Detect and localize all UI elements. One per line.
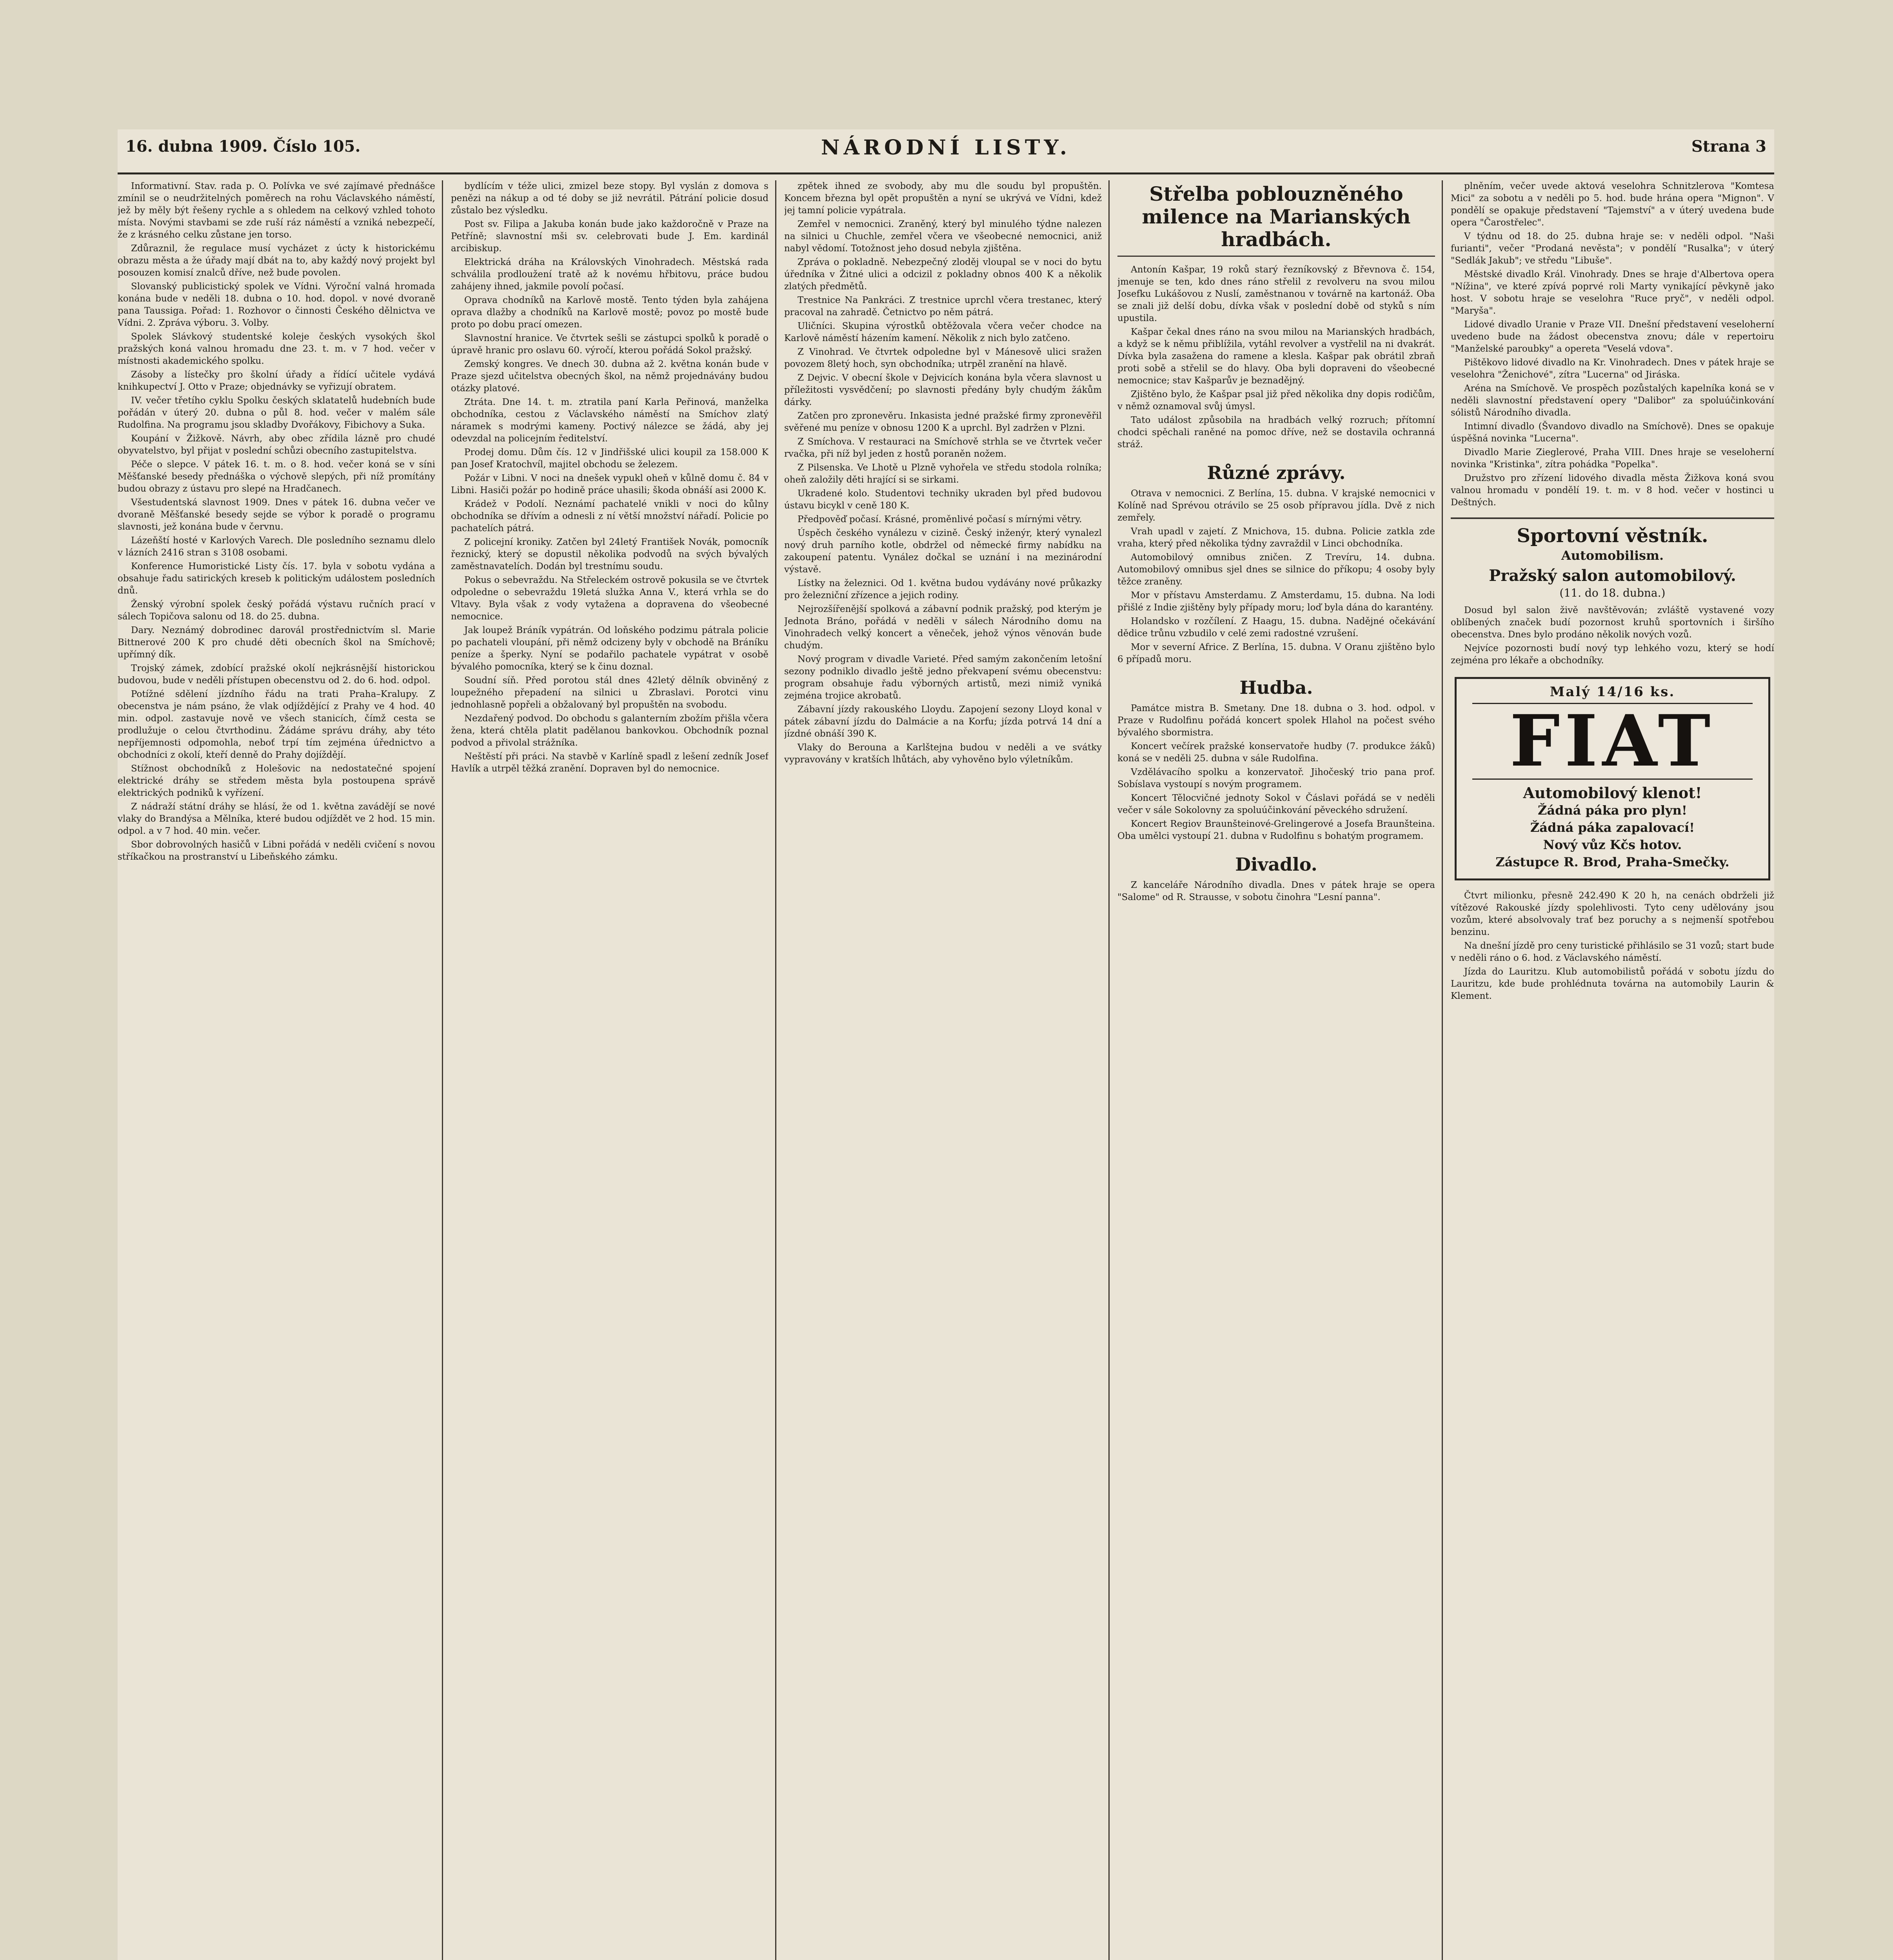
article-paragraph: Památce mistra B. Smetany. Dne 18. dubna o 3. hod. odpol. v Praze v Rudolfinu pořádá koncert spolek Hlahol na počest svého bývalého sbormistra. [1117, 703, 1435, 738]
article-paragraph: Stížnost obchodníků z Holešovic na nedostatečné spojení elektrické dráhy se středem města byla postoupena správě elektrických podniků k vyřízení. [118, 764, 435, 798]
article-paragraph: Zemský kongres. Ve dnech 30. dubna až 2. května konán bude v Praze sjezd učitelstva obecných škol, na němž projednávány budou otázky platové. [451, 359, 768, 394]
article-paragraph: Holandsko v rozčílení. Z Haagu, 15. dubna. Nadějné očekávání dědice trůnu vzbudilo v celé zemi radostné vzrušení. [1117, 616, 1435, 639]
newspaper-title: NÁRODNÍ LISTY. [821, 136, 1071, 160]
sport-article-dates: (11. do 18. dubna.) [1559, 586, 1666, 599]
newspaper-page [118, 129, 1774, 1960]
article-paragraph: Slavnostní hranice. Ve čtvrtek sešli se zástupci spolků k poradě o úpravě hranic pro oslavu 60. výročí, kterou pořádá Sokol pražský. [451, 333, 768, 356]
column-5 [1451, 180, 1774, 1960]
article-paragraph: Jízda do Lauritzu. Klub automobilistů pořádá v sobotu jízdu do Lauritzu, kde bude prohlédnuta továrna na automobily Laurin & Klement. [1451, 967, 1774, 1001]
article-paragraph: Aréna na Smíchově. Ve prospěch pozůstalých kapelníka koná se v neděli slavnostní představení opery "Dalibor" za spoluúčinkování sólistů Národního divadla. [1451, 383, 1774, 418]
article-paragraph: Sbor dobrovolných hasičů v Libni pořádá v neděli cvičení s novou stříkačkou na prostranství u Libeňského zámku. [118, 840, 435, 862]
article-paragraph: Trojský zámek, zdobící pražské okolí nejkrásnější historickou budovou, bude v neděli přístupen obecenstvu od 2. do 6. hod. odpol. [118, 663, 435, 686]
article-paragraph: Z Dejvic. V obecní škole v Dejvicích konána byla včera slavnost u příležitosti vysvědčení; po slavnosti předány byly chudým žákům dárky. [784, 373, 1102, 407]
article-paragraph: Trestnice Na Pankráci. Z trestnice uprchl včera trestanec, který pracoval na zahradě. Četnictvo po něm pátrá. [784, 295, 1102, 318]
article-paragraph: Tato událost způsobila na hradbách velký rozruch; přítomní chodci spěchali raněné na pomoc dříve, než se dostavila ochranná stráž. [1117, 415, 1435, 450]
article-paragraph: Úspěch českého vynálezu v cizině. Český inženýr, který vynalezl nový druh parního kotle, obdržel od německé firmy nabídku na zakoupení patentu. Vynález dočkal se uznání i na mezinárodní výstavě. [784, 528, 1102, 575]
section-heading-news: Různé zprávy. [1207, 462, 1346, 483]
article-paragraph: Prodej domu. Dům čís. 12 v Jindřišské ulici koupil za 158.000 K pan Josef Kratochvíl, majitel obchodu se železem. [451, 447, 768, 470]
article-paragraph: Informativní. Stav. rada p. O. Polívka ve své zajímavé přednášce zmínil se o neudržitelných poměrech na rohu Václavského náměstí, jež by měly být řešeny rychle a s ohledem na celkový vzhled tohoto místa. Novými stavbami se zde ruší ráz náměstí a vzniká nebezpečí, že z krásného celku zůstane jen torso. [118, 181, 435, 240]
article-paragraph: Ženský výrobní spolek český pořádá výstavu ručních prací v sálech Topičova salonu od 18. do 25. dubna. [118, 599, 435, 622]
article-paragraph: Automobilový omnibus zničen. Z Trevíru, 14. dubna. Automobilový omnibus sjel dnes se silnice do příkopu; 4 osoby byly těžce zraněny. [1117, 552, 1435, 587]
article-paragraph: Spolek Slávkový studentské koleje českých vysokých škol pražských koná valnou hromadu dne 23. t. m. v 7 hod. večer v místnosti akademického spolku. [118, 332, 435, 366]
article-paragraph: Jak loupež Bráník vypátrán. Od loňského podzimu pátrala policie po pachateli vloupání, při němž odcizeny byly v obchodě na Bráníku peníze a šperky. Nyní se podařilo pachatele vypátrat v osobě bývalého pomocníka, který se k činu doznal. [451, 625, 768, 672]
article-paragraph: Divadlo Marie Zieglerové, Praha VIII. Dnes hraje se veseloherní novinka "Kristinka", zítra pohádka "Popelka". [1451, 447, 1774, 470]
issue-date: 16. dubna 1909. Číslo 105. [125, 137, 361, 156]
ad-feature: Žádná páka pro plyn! [1538, 803, 1687, 818]
article-paragraph: Nový program v divadle Varieté. Před samým zakončením letošní sezony podniklo divadlo ještě jedno překvapení svému obecenstvu: program obsahuje řadu výborných artistů, mezi nimiž vyniká zejména trojice akrobatů. [784, 654, 1102, 701]
ad-slogan: Automobilový klenot! [1523, 784, 1702, 802]
article-paragraph: Antonín Kašpar, 19 roků starý řezníkovský z Břevnova č. 154, jmenuje se ten, kdo dnes ráno střelil z revolveru na svou milou Josefku Lukášovou z Nuslí, zaměstnanou v továrně na kartonáž. Oba se znali již delší dobu, dívka však v poslední době od styků s ním upustila. [1117, 265, 1435, 323]
article-paragraph: Nejrozšířenější spolková a zábavní podnik pražský, pod kterým je Jednota Bráno, pořádá v neděli v sálech Národního domu na Vinohradech velký koncert a věneček, jehož výnos věnován bude chudým. [784, 604, 1102, 651]
article-paragraph: Krádež v Podolí. Neznámí pachatelé vnikli v noci do kůlny obchodníka se dřívím a odnesli z ní větší množství nářadí. Policie po pachatelích pátrá. [451, 499, 768, 534]
article-paragraph: Z policejní kroniky. Zatčen byl 24letý František Novák, pomocník řeznický, který se dopustil několika podvodů na svých bývalých zaměstnavatelích. Dodán byl trestnímu soudu. [451, 537, 768, 572]
article-paragraph: Potížné sdělení jízdního řádu na trati Praha–Kralupy. Z obecenstva je nám psáno, že vlak odjíždějící z Prahy ve 4 hod. 40 min. odpol. zastavuje nově ve všech stanicích, čímž cesta se prodlužuje o celou čtvrthodinu. Žádáme správu dráhy, aby této nepříjemnosti odpomohla, neboť trpí tím zejména úřednictvo a obchodníci z okolí, kteří denně do Prahy dojíždějí. [118, 689, 435, 760]
article-paragraph: Z Pilsenska. Ve Lhotě u Plzně vyhořela ve středu stodola rolníka; oheň založily děti hrající si se sirkami. [784, 463, 1102, 485]
ad-model: Malý 14/16 ks. [1550, 684, 1675, 700]
article-paragraph: Kašpar čekal dnes ráno na svou milou na Marianských hradbách, a když se k němu přiblížila, vytáhl revolver a vystřelil na ni dvakrát. Dívka byla zasažena do ramene a klesla. Kašpar pak obrátil zbraň proti sobě a střelil se do hlavy. Oba byli dopraveni do všeobecné nemocnice; stav Kašparův je beznadějný. [1117, 327, 1435, 386]
section-heading-theatre: Divadlo. [1235, 854, 1317, 875]
ad-agent: Zástupce R. Brod, Praha-Smečky. [1495, 855, 1729, 869]
article-paragraph: Městské divadlo Král. Vinohrady. Dnes se hraje d'Albertova opera "Nížina", ve které zpívá poprvé roli Marty vynikající pěvkyně jako host. V sobotu hraje se veselohra "Ruce pryč", v neděli odpol. "Maryša". [1451, 269, 1774, 316]
article-paragraph: Neštěstí při práci. Na stavbě v Karlíně spadl z lešení zedník Josef Havlík a utrpěl těžká zranění. Dopraven byl do nemocnice. [451, 751, 768, 774]
article-paragraph: Soudní síň. Před porotou stál dnes 42letý dělník obviněný z loupežného přepadení na silnici u Zbraslavi. Porotci vinu jednohlasně popřeli a obžalovaný byl propuštěn na svobodu. [451, 675, 768, 710]
article-paragraph: Zpráva o pokladně. Nebezpečný zloděj vloupal se v noci do bytu úředníka v Žitné ulici a odcizil z pokladny obnos 400 K a několik zlatých předmětů. [784, 257, 1102, 292]
ad-feature: Nový vůz Kčs hotov. [1543, 837, 1682, 852]
ad-feature: Žádná páka zapalovací! [1530, 820, 1695, 835]
article-paragraph: Lázeňští hosté v Karlových Varech. Dle posledního seznamu dlelo v lázních 2416 stran s 3108 osobami. [118, 535, 435, 558]
article-paragraph: Zdůraznil, že regulace musí vycházet z úcty k historickému obrazu města a že úřady mají dbát na to, aby každý nový projekt byl posouzen komisí znalců dříve, než bude povolen. [118, 243, 435, 278]
article-paragraph: Dosud byl salon živě navštěvován; zvláště vystavené vozy oblíbených značek budí pozornost kruhů sportovních i širšího obecenstva. Dnes bylo prodáno několik nových vozů. [1451, 605, 1774, 640]
article-paragraph: Na dnešní jízdě pro ceny turistické přihlásilo se 31 vozů; start bude v neděli ráno o 6. hod. z Václavského náměstí. [1451, 941, 1774, 963]
article-paragraph: Zjištěno bylo, že Kašpar psal již před několika dny dopis rodičům, v němž oznamoval svůj úmysl. [1117, 389, 1435, 412]
article-paragraph: Elektrická dráha na Královských Vinohradech. Městská rada schválila prodloužení tratě až k novému hřbitovu, práce budou zahájeny ihned, jakmile povolí počasí. [451, 257, 768, 292]
column-4 [1117, 180, 1435, 1960]
fiat-logo: FIAT [1472, 703, 1753, 780]
article-paragraph: Uličníci. Skupina výrostků obtěžovala včera večer chodce na Karlově náměstí házením kamení. Několik z nich bylo zatčeno. [784, 321, 1102, 343]
column-rule [1442, 180, 1443, 1960]
article-paragraph: Pokus o sebevraždu. Na Střeleckém ostrově pokusila se ve čtvrtek odpoledne o sebevraždu 19letá služka Anna V., která vrhla se do Vltavy. Byla však z vody vytažena a dopravena do všeobecné nemocnice. [451, 575, 768, 622]
article-paragraph: Mor v přístavu Amsterdamu. Z Amsterdamu, 15. dubna. Na lodi přišlé z Indie zjištěny byly případy moru; loď byla dána do karantény. [1117, 590, 1435, 613]
column-1 [118, 180, 435, 1960]
column-2 [451, 180, 768, 1960]
article-paragraph: Mor v severní Africe. Z Berlína, 15. dubna. V Oranu zjištěno bylo 6 případů moru. [1117, 642, 1435, 664]
sport-subheading: Automobilism. [1561, 548, 1664, 563]
article-paragraph: Koupání v Žižkově. Návrh, aby obec zřídila lázně pro chudé obyvatelstvo, byl přijat v poslední schůzi obecního zastupitelstva. [118, 434, 435, 456]
article-paragraph: Z Smíchova. V restauraci na Smíchově strhla se ve čtvrtek večer rvačka, při níž byl jeden z hostů poraněn nožem. [784, 437, 1102, 459]
article-paragraph: Požár v Libni. V noci na dnešek vypukl oheň v kůlně domu č. 84 v Libni. Hasiči požár po hodině práce uhasili; škoda obnáší asi 2000 K. [451, 473, 768, 495]
article-paragraph: Intimní divadlo (Švandovo divadlo na Smíchově). Dnes se opakuje úspěšná novinka "Lucerna". [1451, 421, 1774, 444]
article-paragraph: Vlaky do Berouna a Karlštejna budou v neděli a ve svátky vypravovány v kratších lhůtách, aby vyhověno bylo výletníkům. [784, 742, 1102, 765]
masthead [118, 129, 1774, 174]
article-paragraph: Lístky na železnici. Od 1. května budou vydávány nové průkazky pro železniční zřízence a jejich rodiny. [784, 578, 1102, 601]
article-paragraph: Pištěkovo lidové divadlo na Kr. Vinohradech. Dnes v pátek hraje se veselohra "Ženichové", zítra "Lucerna" od Jiráska. [1451, 358, 1774, 380]
sport-article-title: Pražský salon automobilový. [1489, 566, 1736, 585]
article-paragraph: Vzdělávacího spolku a konzervatoř. Jihočeský trio pana prof. Sobíslava vystoupí s novým programem. [1117, 767, 1435, 789]
article-paragraph: Čtvrt milionku, přesně 242.490 K 20 h, na cenách obdrželi již vítězové Rakouské jízdy spolehlivosti. Tyto ceny udělovány jsou vozům, které absolvovaly trať bez poruchy a s nejmenší spotřebou benzinu. [1451, 891, 1774, 937]
article-paragraph: Ztráta. Dne 14. t. m. ztratila paní Karla Peřinová, manželka obchodníka, cestou z Václavského náměstí na Smíchov zlatý náramek s modrými kameny. Poctivý nálezce se žádá, aby jej odevzdal na policejním ředitelství. [451, 397, 768, 444]
article-paragraph: bydlícím v téže ulici, zmizel beze stopy. Byl vyslán z domova s penězi na nákup a od té doby se již nevrátil. Pátrání policie dosud zůstalo bez výsledku. [451, 181, 768, 216]
article-paragraph: Ukradené kolo. Studentovi techniky ukraden byl před budovou ústavu bicykl v ceně 180 K. [784, 488, 1102, 511]
section-heading-music: Hudba. [1239, 677, 1313, 698]
article-paragraph: zpětek ihned ze svobody, aby mu dle soudu byl propuštěn. Koncem března byl opět propuštěn a nyní se ukrývá ve Vídni, kdež jej tamní policie vypátrala. [784, 181, 1102, 216]
article-paragraph: Zábavní jízdy rakouského Lloydu. Zapojení sezony Lloyd konal v pátek zábavní jízdu do Dalmácie a na Korfu; jízda potrvá 14 dní a jízdné obnáší 390 K. [784, 704, 1102, 739]
article-paragraph: Dary. Neznámý dobrodinec darovál prostřednictvím sl. Marie Bittnerové 200 K pro chudé děti obecních škol na Smíchově; upřímný dík. [118, 625, 435, 660]
article-paragraph: Zemřel v nemocnici. Zraněný, který byl minulého týdne nalezen na silnici u Chuchle, zemřel včera ve všeobecné nemocnici, aniž nabyl vědomí. Totožnost jeho dosud nebyla zjištěna. [784, 219, 1102, 254]
column-3 [784, 180, 1102, 1960]
article-paragraph: plněním, večer uvede aktová veselohra Schnitzlerova "Komtesa Mici" za sobotu a v neděli po 5. hod. bude hrána opera "Mignon". V pondělí se opakuje představení "Tajemství" a v úterý uvedena bude opera "Čarostřelec". [1451, 181, 1774, 228]
article-paragraph: IV. večer třetího cyklu Spolku českých sklatatelů hudebních bude pořádán v úterý 20. dubna o půl 8. hod. večer v malém sále Rudolfina. Na programu jsou skladby Dvořákovy, Fibichovy a Suka. [118, 396, 435, 430]
article-paragraph: Slovanský publicistický spolek ve Vídni. Výroční valná hromada konána bude v neděli 18. dubna o 10. hod. dopol. v nové dvoraně pana Taussiga. Pořad: 1. Rozhovor o činnosti Českého dělnictva ve Vídni. 2. Zpráva výboru. 3. Volby. [118, 281, 435, 328]
article-paragraph: Z Vinohrad. Ve čtvrtek odpoledne byl v Mánesově ulici sražen povozem 8letý hoch, syn obchodníka; utrpěl zranění na hlavě. [784, 347, 1102, 369]
article-paragraph: Z kanceláře Národního divadla. Dnes v pátek hraje se opera "Salome" od R. Strausse, v sobotu činohra "Lesní panna". [1117, 880, 1435, 902]
article-paragraph: Koncert Regiov Braunšteinové-Grelingerové a Josefa Braunšteina. Oba umělci vystoupí 21. dubna v Rudolfinu s bohatým programem. [1117, 819, 1435, 841]
article-paragraph: Vrah upadl v zajetí. Z Mnichova, 15. dubna. Policie zatkla zde vraha, který před několika týdny zavraždil v Linci obchodníka. [1117, 526, 1435, 549]
fiat-advertisement [1455, 677, 1770, 880]
article-paragraph: Z nádraží státní dráhy se hlásí, že od 1. května zavádějí se nové vlaky do Brandýsa a Mělníka, které budou odjíždět ve 2 hod. 15 min. odpol. a v 7 hod. 40 min. večer. [118, 802, 435, 836]
article-paragraph: Lidové divadlo Uranie v Praze VII. Dnešní představení veseloherní uvedeno bude na žádost obecenstva znovu; dále v repertoiru "Manželské paroubky" a opereta "Veselá vdova". [1451, 319, 1774, 354]
article-paragraph: Koncert Tělocvičné jednoty Sokol v Čáslavi pořádá se v neděli večer v sále Sokolovny za spoluúčinkování pěveckého sdružení. [1117, 793, 1435, 815]
column-rule [775, 180, 776, 1960]
article-paragraph: Koncert večírek pražské konservatoře hudby (7. produkce žáků) koná se v neděli 25. dubna v sále Rudolfina. [1117, 741, 1435, 764]
article-paragraph: Družstvo pro zřízení lidového divadla města Žižkova koná svou valnou hromadu v pondělí 19. t. m. v 8 hod. večer v hostinci u Deštných. [1451, 473, 1774, 508]
article-paragraph: Předpověď počasí. Krásné, proměnlivé počasí s mírnými větry. [798, 514, 1082, 524]
column-rule [442, 180, 443, 1960]
article-paragraph: Otrava v nemocnici. Z Berlína, 15. dubna. V krajské nemocnici v Kolíně nad Sprévou otrávilo se 25 osob přípravou jídla. Dvě z nich zemřely. [1117, 488, 1435, 523]
article-headline: Střelba poblouzněného milence na Marianských hradbách. [1117, 183, 1435, 257]
column-rule [1108, 180, 1110, 1960]
article-paragraph: Oprava chodníků na Karlově mostě. Tento týden byla zahájena oprava dlažby a chodníků na Karlově mostě; povoz po mostě bude proto po dobu prací omezen. [451, 295, 768, 330]
article-paragraph: Post sv. Filipa a Jakuba konán bude jako každoročně v Praze na Petříně; slavnostní mši sv. celebrovati bude J. Em. kardinál arcibiskup. [451, 219, 768, 254]
article-paragraph: Péče o slepce. V pátek 16. t. m. o 8. hod. večer koná se v síni Měšťanské besedy přednáška o výchově slepých, při níž promítány budou obrazy z ústavu pro slepé na Hradčanech. [118, 459, 435, 494]
article-paragraph: Všestudentská slavnost 1909. Dnes v pátek 16. dubna večer ve dvoraně Měšťanské besedy sejde se výbor k poradě o programu slavnosti, jež konána bude v červnu. [118, 497, 435, 532]
article-paragraph: Nezdařený podvod. Do obchodu s galanterním zbožím přišla včera žena, která chtěla platit padělanou bankovkou. Obchodník poznal podvod a přivolal strážníka. [451, 713, 768, 748]
article-paragraph: Konference Humoristické Listy čís. 17. byla v sobotu vydána a obsahuje řadu satirických kreseb k politickým událostem posledních dnů. [118, 561, 435, 596]
article-paragraph: Zásoby a lístečky pro školní úřady a řídící učitele vydává knihkupectví J. Otto v Praze; objednávky se vyřizují obratem. [118, 370, 435, 392]
page-number: Strana 3 [1691, 137, 1766, 156]
article-paragraph: Zatčen pro zpronevěru. Inkasista jedné pražské firmy zpronevěřil svěřené mu peníze v obnosu 1200 K a uprchl. Byl zadržen v Plzni. [784, 411, 1102, 433]
article-paragraph: Nejvíce pozornosti budí nový typ lehkého vozu, který se hodí zejména pro lékaře a obchodníky. [1451, 643, 1774, 666]
article-paragraph: V týdnu od 18. do 25. dubna hraje se: v neděli odpol. "Naši furianti", večer "Prodaná nevěsta"; v pondělí "Rusalka"; v úterý "Sedlák Jakub"; ve středu "Libuše". [1451, 231, 1774, 266]
section-heading-sport: Sportovní věstník. [1451, 517, 1774, 547]
